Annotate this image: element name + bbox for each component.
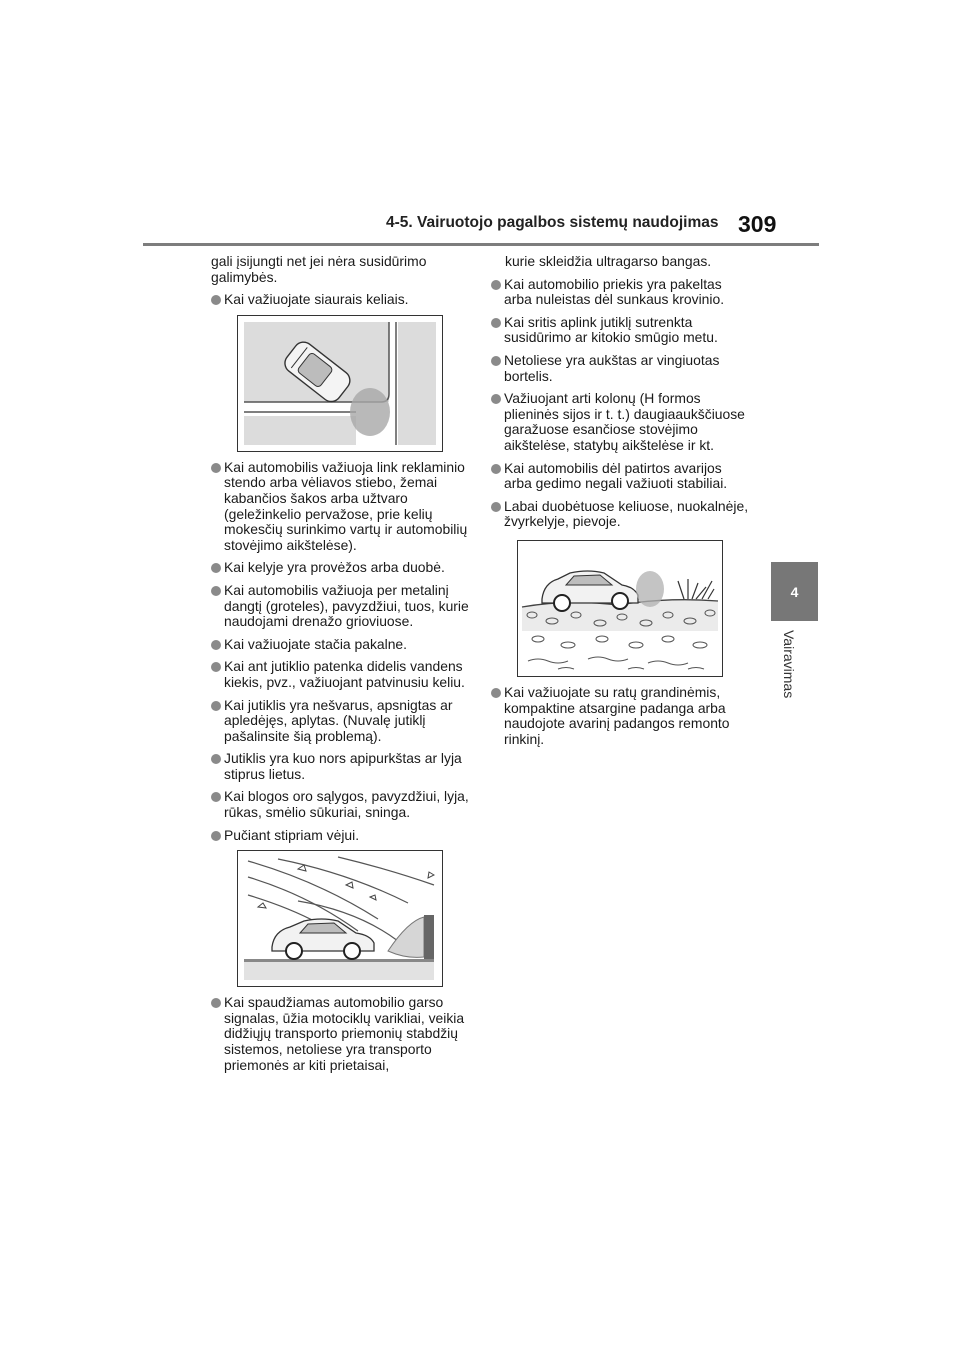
list-item <box>491 685 749 747</box>
list-item <box>491 499 749 530</box>
bullet-icon <box>491 356 501 366</box>
bullet-text: Netoliese yra aukštas ar vingiuotas bortelis. <box>504 351 720 384</box>
bullet-text: Kai važiuojate stačia pakalne. <box>224 635 408 652</box>
bullet-text: Kai jutiklis yra nešvarus, apsnigtas ar apledėjęs, aplytas. (Nuvalę jutiklį pašalinsite šią problemą). <box>224 696 453 744</box>
list-item <box>211 583 469 630</box>
chapter-number: 4 <box>790 583 799 600</box>
section-title: 4-5. Vairuotojo pagalbos sistemų naudojimas <box>386 214 719 231</box>
list-item <box>211 828 469 844</box>
bullet-icon <box>211 295 221 305</box>
bullet-text: Kai automobilis važiuoja link reklaminio stendo arba vėliavos stiebo, žemai kabančios šakos arba užtvaro (geležinkelio pervažose, prie kelių mokesčių surinkimo vartų ir automobilių stovėjimo aikštelėse). <box>224 458 468 553</box>
bullet-text: Pučiant stipriam vėjui. <box>224 826 360 843</box>
list-item <box>491 461 749 492</box>
bullet-icon <box>491 688 501 698</box>
bullet-text: Jutiklis yra kuo nors apipurkštas ar lyja stiprus lietus. <box>224 750 462 782</box>
bullet-icon <box>491 280 501 290</box>
list-item <box>491 353 749 384</box>
bullet-icon <box>211 998 221 1008</box>
chapter-label: Vairavimas <box>781 630 797 699</box>
list-item <box>211 698 469 745</box>
list-item <box>211 460 469 554</box>
bullet-text: Kai automobilis važiuoja per metalinį dangtį (groteles), pavyzdžiui, tuos, kurie naudojami drenažo grioviuose. <box>224 581 469 630</box>
list-item <box>211 292 469 308</box>
bullet-icon <box>211 640 221 650</box>
list-item <box>211 659 469 690</box>
bullet-text: Kai spaudžiamas automobilio garso signalas, ūžia motociklų varikliai, veikia didžiųjų transporto priemonių stabdžių sistemos, netoliese yra transporto priemonės ar kiti prietaisai, <box>224 994 465 1073</box>
bullet-text: Kai automobilio priekis yra pakeltas arba nuleistas dėl sunkaus krovinio. <box>504 275 725 308</box>
bullet-icon <box>211 792 221 802</box>
list-item <box>211 751 469 782</box>
bullet-icon <box>211 754 221 764</box>
bullet-icon <box>211 586 221 596</box>
bullet-icon <box>211 831 221 841</box>
bullet-text: Kai kelyje yra provėžos arba duobė. <box>224 559 445 576</box>
bullet-text: Kai važiuojate su ratų grandinėmis, kompaktine atsargine padanga arba naudojote avarinį padangos remonto rinkinį. <box>504 683 730 747</box>
header-rule <box>143 243 819 246</box>
bullet-text: Labai duobėtuose keliuose, nuokalnėje, žvyrkelyje, pievoje. <box>504 497 749 530</box>
bullet-icon <box>211 701 221 711</box>
narrow-road-illustration <box>237 315 443 452</box>
list-item <box>211 637 469 653</box>
left-column <box>211 254 469 1080</box>
bullet-text: Važiuojant arti kolonų (H formos plieninės sijos ir t. t.) daugiaaukščiuose garažuose esančiose stovėjimo aikštelėse, statybų aikštelėse ir kt. <box>504 390 745 453</box>
bullet-text: Kai automobilis dėl patirtos avarijos arba gedimo negali važiuoti stabiliai. <box>504 459 728 492</box>
list-item <box>491 391 749 453</box>
bullet-text: Kai važiuojate siaurais keliais. <box>224 291 409 308</box>
list-item <box>211 995 469 1073</box>
bullet-icon <box>211 563 221 573</box>
bullet-icon <box>491 464 501 474</box>
continuation-text: kurie skleidžia ultragarso bangas. <box>505 253 712 269</box>
strong-wind-illustration <box>237 850 443 987</box>
bullet-text: Kai blogos oro sąlygos, pavyzdžiui, lyja, rūkas, smėlio sūkuriai, sninga. <box>224 788 469 821</box>
intro-text: gali įsijungti net jei nėra susidūrimo galimybės. <box>211 253 427 285</box>
bullet-icon <box>491 318 501 328</box>
chapter-tab[interactable] <box>771 562 818 621</box>
rough-terrain-illustration <box>517 540 723 677</box>
bullet-icon <box>491 502 501 512</box>
list-item <box>491 277 749 308</box>
bullet-icon <box>211 662 221 672</box>
bullet-icon <box>211 463 221 473</box>
bullet-text: Kai sritis aplink jutiklį sutrenkta susidūrimo ar kitokio smūgio metu. <box>504 313 718 346</box>
bullet-text: Kai ant jutiklio patenka didelis vandens kiekis, pvz., važiuojant patvinusiu keliu. <box>224 658 465 690</box>
list-item <box>211 560 469 576</box>
list-item <box>491 315 749 346</box>
list-item <box>211 789 469 820</box>
page-number: 309 <box>738 211 777 237</box>
right-column <box>491 254 749 754</box>
bullet-icon <box>491 394 501 404</box>
